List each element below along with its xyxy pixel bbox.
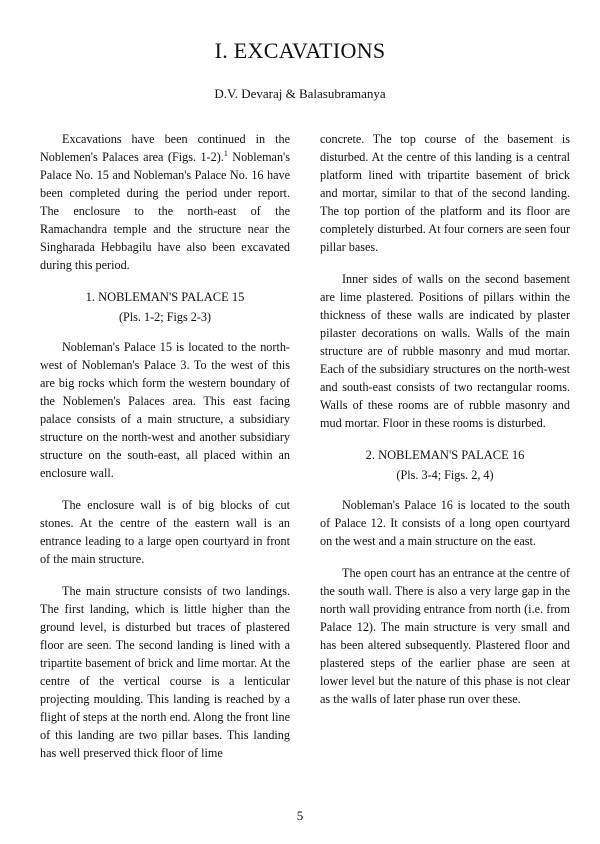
paragraph-enclosure-wall: The enclosure wall is of big blocks of cut stones. At the centre of the eastern wall is an entrance leading to a large open courtyard in front of the main structure.: [40, 498, 290, 566]
left-column: [40, 130, 290, 776]
intro-text-rest: Nobleman's Palace No. 15 and Nobleman's Palace No. 16 have been completed during the period under report. The enclosure to the north-east of the Ramachandra temple and the structure near the Singharada Hebbagilu have also been excavated during this period.: [40, 150, 290, 272]
section-heading-palace-15: 1. NOBLEMAN'S PALACE 15: [85, 290, 245, 304]
right-column: [320, 130, 570, 722]
paragraph-main-structure: The main structure consists of two landings. The first landing, which is little higher than the ground level, is disturbed but traces of plastered floor are seen. The second landing is lined with a tripartite basement of brick and lime mortar. At the centre of the vertical course is a lenticular projecting moulding. This landing is reached by a flight of steps at the north end. Along the front line of this landing are two pillar bases. This landing has well preserved thick floor of lime: [40, 584, 290, 760]
authors-line: D.V. Devaraj & Balasubramanya: [214, 86, 386, 101]
paragraph-open-court: The open court has an entrance at the centre of the south wall. There is also a very large gap in the north wall providing entrance from north (i.e. from Palace 12). The main structure is very small and has been altered subsequently. Plastered floor and plastered steps of the earlier phase are seen at lower level but the nature of this phase is not clear as the walls of later phase run over these.: [320, 566, 570, 706]
section-subheading-palace-15: (Pls. 1-2; Figs 2-3): [118, 310, 212, 324]
paragraph-continued: concrete. The top course of the basement is disturbed. At the centre of this landing is a central platform lined with tripartite basement of brick and mortar, similar to that of the second landing. The top portion of the platform and its floor are completely disturbed. At four corners are seen four pillar bases.: [320, 132, 570, 254]
page-title: I. EXCAVATIONS: [214, 38, 386, 63]
footnote-marker: 1: [223, 148, 228, 158]
section-subheading-palace-16: (Pls. 3-4; Figs. 2, 4): [396, 468, 494, 482]
intro-text: Excavations have been continued in the Noblemen's Palaces area (Figs. 1-2).: [40, 132, 290, 164]
paragraph-location-16: Nobleman's Palace 16 is located to the south of Palace 12. It consists of a long open courtyard on the west and a main structure on the east.: [320, 498, 570, 548]
page-number: 5: [296, 808, 304, 823]
intro-paragraph: [40, 130, 290, 274]
paragraph-inner-walls: Inner sides of walls on the second basement are lime plastered. Positions of pillars within the thickness of these walls are indicated by plaster pilaster decorations on walls. Walls of the main structure are of rubble masonry and mud mortar. Each of the subsidiary structures on the north-west and south-east consists of two rectangular rooms. Walls of these rooms are of rubble masonry and mud mortar. Floor in these rooms is disturbed.: [320, 272, 570, 430]
section-heading-palace-16: 2. NOBLEMAN'S PALACE 16: [365, 448, 525, 462]
paragraph-location-15: Nobleman's Palace 15 is located to the north-west of Nobleman's Palace 3. To the west of this are big rocks which form the western boundary of the Noblemen's Palaces area. This east facing palace consists of a main structure, a subsidiary structure on the north-west and another subsidiary structure on the south-east, all placed within an enclosure wall.: [40, 340, 290, 480]
